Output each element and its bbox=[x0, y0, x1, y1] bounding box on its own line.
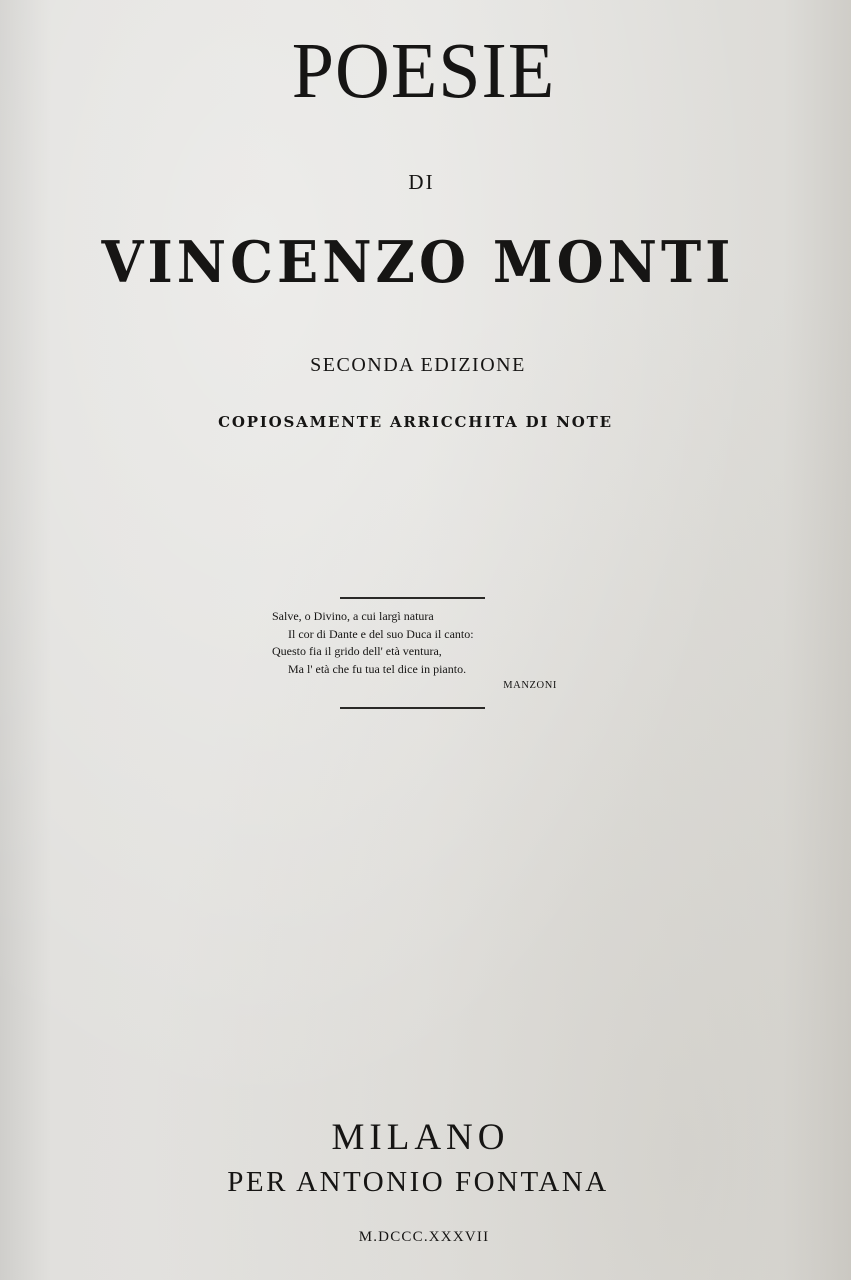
imprint-publisher: PER ANTONIO FONTANA bbox=[227, 1166, 609, 1198]
author-name: VINCENZO MONTI bbox=[101, 228, 735, 296]
author-preposition: DI bbox=[408, 170, 435, 194]
epigraph-bottom-rule bbox=[340, 707, 485, 709]
epigraph-top-rule bbox=[340, 597, 485, 599]
epigraph-attribution: MANZONI bbox=[503, 680, 557, 691]
epigraph-line: Ma l' età che fu tua tel dice in pianto. bbox=[288, 661, 467, 676]
imprint-city: MILANO bbox=[331, 1117, 510, 1158]
edition-note: COPIOSAMENTE ARRICCHITA DI NOTE bbox=[218, 413, 613, 431]
epigraph-line: Salve, o Divino, a cui largì natura bbox=[272, 609, 434, 623]
imprint-date: M.DCCC.XXXVII bbox=[358, 1229, 490, 1245]
edition-statement: SECONDA EDIZIONE bbox=[310, 354, 526, 376]
book-title: POESIE bbox=[291, 26, 556, 116]
epigraph-line: Il cor di Dante e del suo Duca il canto: bbox=[288, 626, 474, 641]
epigraph-line: Questo fia il grido dell' età ventura, bbox=[272, 644, 442, 658]
epigraph bbox=[272, 608, 572, 693]
